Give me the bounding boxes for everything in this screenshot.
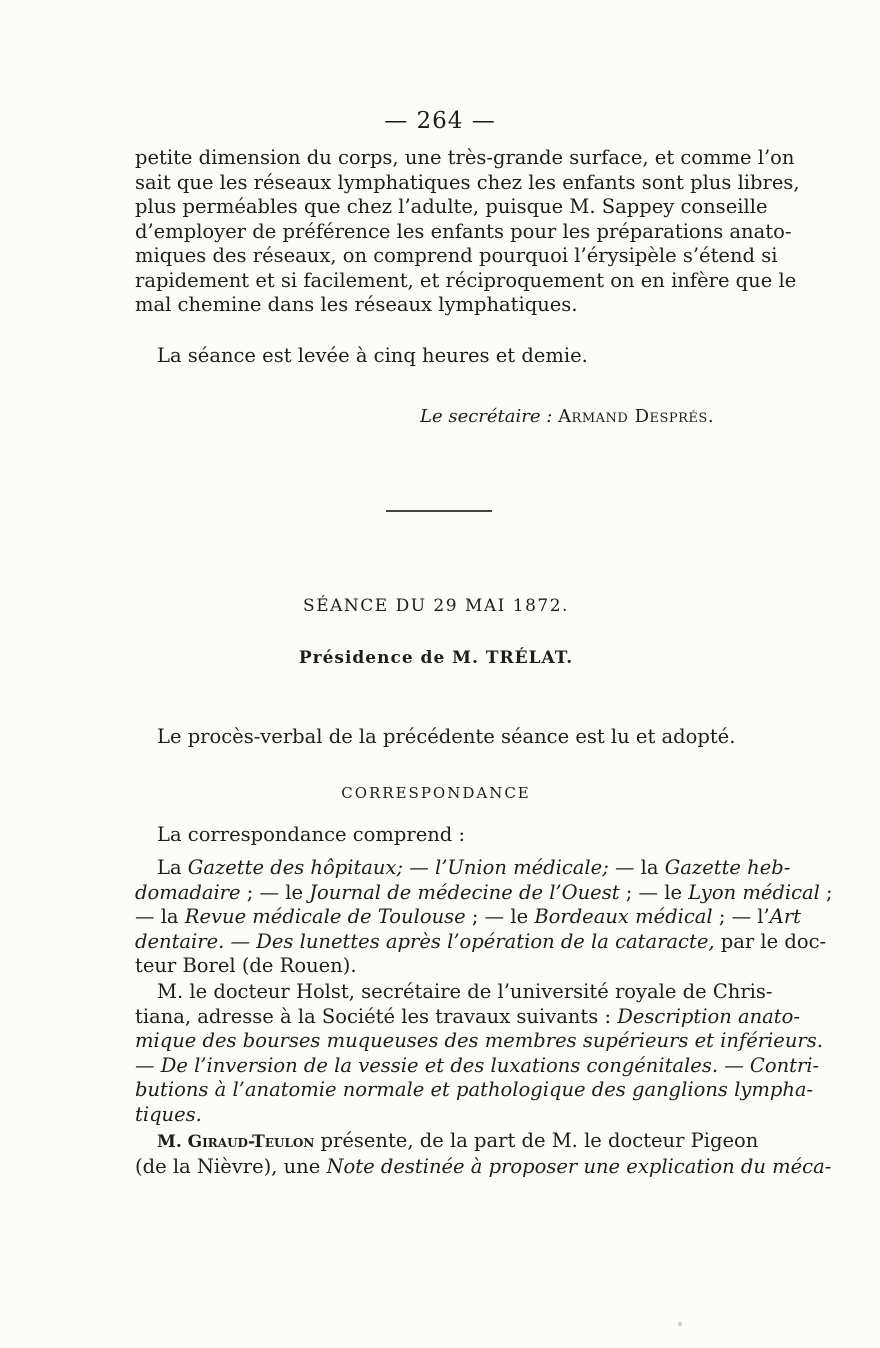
journal-title: Gazette des hôpitaux; —: [187, 856, 435, 879]
paper-speck: [678, 1322, 682, 1326]
text-run: présente, de la part de M. le docteur Pigeon: [314, 1129, 759, 1152]
author-name: M. Giraud-Teulon: [157, 1132, 315, 1152]
text-line: teur Borel (de Rouen).: [135, 954, 357, 977]
text-line: mal chemine dans les réseaux lymphatiques.: [135, 293, 578, 316]
text-line: d’employer de préférence les enfants pour les préparations anato-: [135, 219, 792, 243]
text-line: M. le docteur Holst, secrétaire de l’université royale de Chris-: [157, 980, 773, 1003]
text-run: ; — le: [619, 880, 689, 904]
journal-title: Journal de médecine de l’Ouest: [309, 880, 620, 904]
text-line: [135, 1154, 832, 1180]
text-line: tiques.: [135, 1102, 202, 1126]
paragraph-erysipele: [135, 146, 800, 318]
text-line: mique des bourses muqueuses des membres supérieurs et inférieurs.: [135, 1029, 823, 1052]
paragraph-giraud-teulon: [135, 1129, 832, 1179]
text-run: ;: [819, 880, 833, 904]
text-line: [135, 880, 833, 906]
text-run: tiana, adresse à la Société les travaux suivants :: [135, 1004, 618, 1028]
correspondance-heading: CORRESPONDANCE: [341, 784, 531, 802]
journal-title: dentaire. — Des lunettes après l’opération de la cataracte,: [135, 929, 715, 953]
paragraph-holst: [135, 980, 823, 1127]
text-line: [135, 905, 801, 930]
text-run: ; — l’: [712, 905, 770, 928]
journal-title: Gazette heb-: [664, 856, 791, 879]
text-run: ; — le: [465, 905, 535, 928]
journal-title: Bordeaux médical: [534, 905, 713, 928]
text-line: [135, 929, 827, 955]
text-line: petite dimension du corps, une très-grande surface, et comme l’on: [135, 146, 795, 169]
work-title: Description anato-: [617, 1004, 800, 1028]
text-run: La: [157, 856, 188, 879]
text-line: [135, 856, 791, 881]
text-line: sait que les réseaux lymphatiques chez les enfants sont plus libres,: [135, 170, 800, 194]
proces-verbal-line: Le procès-verbal de la précédente séance est lu et adopté.: [157, 725, 736, 748]
text-run: la: [640, 856, 665, 879]
presidence-heading: Présidence de M. TRÉLAT.: [298, 648, 574, 668]
correspondance-intro: La correspondance comprend :: [157, 823, 466, 846]
paragraph-journaux: [135, 856, 833, 979]
section-divider: [386, 510, 492, 512]
text-line: — De l’inversion de la vessie et des luxations congénitales. — Contri-: [135, 1053, 820, 1077]
work-title: Note destinée à proposer une explication du méca-: [326, 1154, 832, 1178]
text-run: par le doc-: [714, 929, 827, 953]
text-run: (de la Nièvre), une: [135, 1154, 327, 1178]
journal-title: Art: [769, 905, 801, 928]
journal-title: Revue médicale de Toulouse: [184, 905, 466, 928]
text-run: ; — le: [240, 880, 310, 904]
journal-title: l’Union médicale; —: [434, 856, 641, 879]
seance-levee-line: La séance est levée à cinq heures et demie.: [157, 344, 588, 367]
secretary-signature: [420, 406, 714, 427]
journal-title: Lyon médical: [688, 880, 820, 904]
text-line: [135, 1129, 759, 1155]
text-line: rapidement et si facilement, et réciproquement on en infère que le: [135, 268, 797, 292]
signature-label: Le secrétaire :: [420, 406, 553, 427]
text-line: butions à l’anatomie normale et pathologique des ganglions lympha-: [135, 1078, 814, 1101]
page-number: — 264 —: [384, 108, 496, 134]
text-line: [135, 1004, 800, 1030]
signature-name: Armand Després.: [558, 406, 715, 427]
seance-title: SÉANCE DU 29 MAI 1872.: [303, 596, 569, 616]
text-run: — la: [135, 905, 185, 928]
text-line: miques des réseaux, on comprend pourquoi l’érysipèle s’étend si: [135, 244, 778, 267]
text-line: plus perméables que chez l’adulte, puisque M. Sappey conseille: [135, 195, 768, 218]
journal-title: domadaire: [135, 880, 241, 904]
